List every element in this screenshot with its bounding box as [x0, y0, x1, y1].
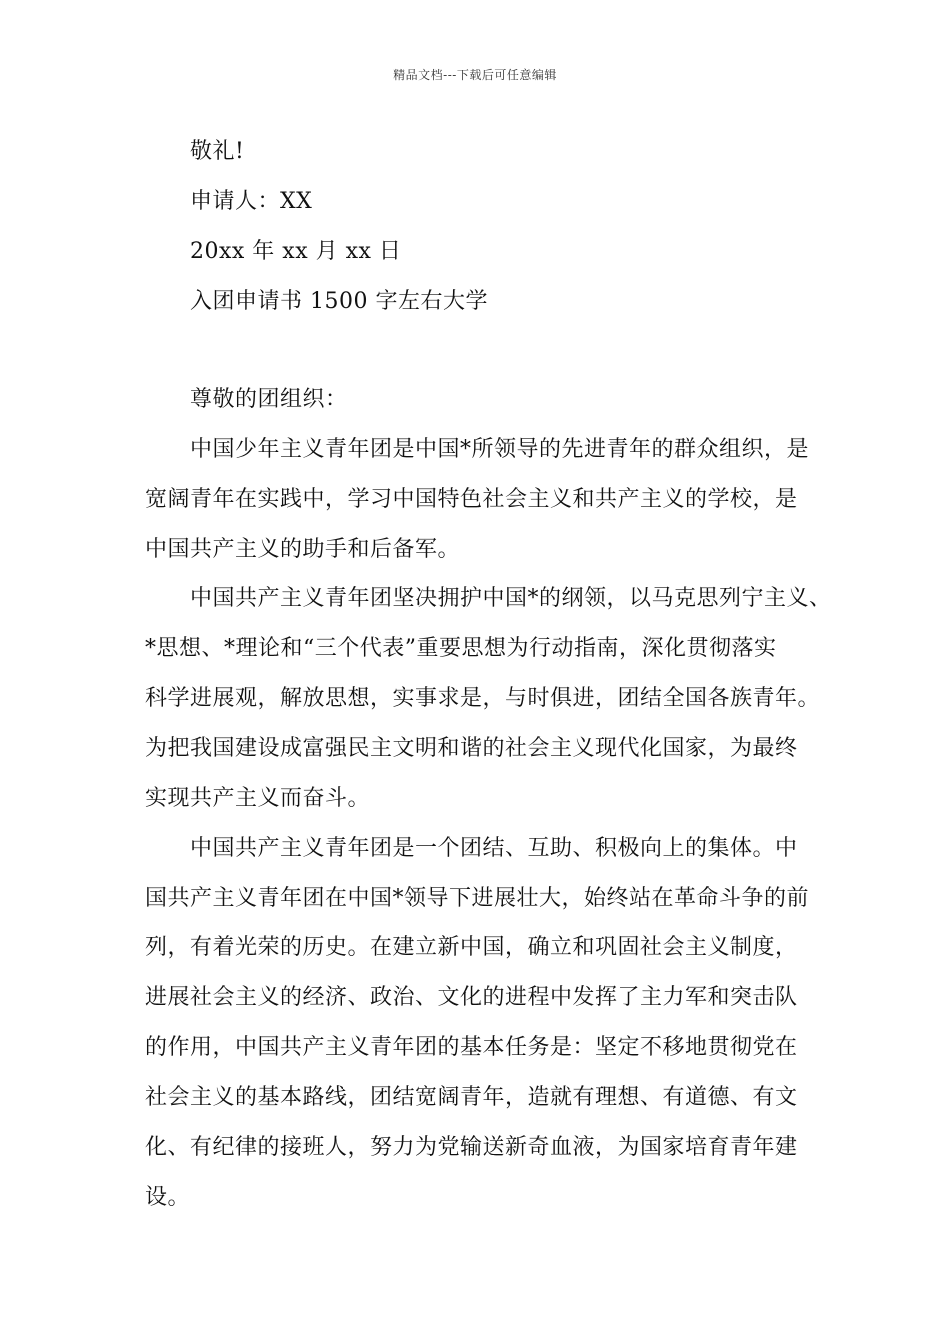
- paragraph-line: 中国少年主义青年团是中国*所领导的先进青年的群众组织，是: [190, 437, 810, 462]
- paragraph-line: 国共产主义青年团在中国*领导下进展壮大，始终站在革命斗争的前: [145, 886, 810, 911]
- closing-salute: 敬礼!: [190, 139, 245, 164]
- document-title: 入团申请书 1500 字左右大学: [190, 289, 488, 314]
- paragraph-line: 为把我国建设成富强民主文明和谐的社会主义现代化国家，为最终: [145, 736, 798, 761]
- paragraph-line: 设。: [145, 1185, 191, 1210]
- paragraph-line: 的作用，中国共产主义青年团的基本任务是：坚定不移地贯彻党在: [145, 1035, 798, 1060]
- page-header: 精品文档---下载后可任意编辑: [393, 68, 557, 82]
- paragraph-line: 实现共产主义而奋斗。: [145, 786, 371, 811]
- paragraph-line: 中国共产主义青年团是一个团结、互助、积极向上的集体。中: [190, 836, 798, 861]
- paragraph-line: 中国共产主义的助手和后备军。: [145, 537, 461, 562]
- paragraph-line: 宽阔青年在实践中，学习中国特色社会主义和共产主义的学校，是: [145, 487, 798, 512]
- letter-greeting: 尊敬的团组织：: [190, 387, 348, 412]
- paragraph-line: 社会主义的基本路线，团结宽阔青年，造就有理想、有道德、有文: [145, 1085, 798, 1110]
- paragraph-line: 化、有纪律的接班人，努力为党输送新奇血液，为国家培育青年建: [145, 1135, 798, 1160]
- paragraph-line: 列，有着光荣的历史。在建立新中国，确立和巩固社会主义制度，: [145, 935, 798, 960]
- applicant-signature: 申请人：XX: [190, 189, 313, 214]
- paragraph-line: 进展社会主义的经济、政治、文化的进程中发挥了主力军和突击队: [145, 985, 798, 1010]
- paragraph-line: 中国共产主义青年团坚决拥护中国*的纲领，以马克思列宁主义、: [190, 586, 832, 611]
- paragraph-line: 科学进展观，解放思想，实事求是，与时俱进，团结全国各族青年。: [145, 686, 821, 711]
- letter-date: 20xx 年 xx 月 xx 日: [190, 239, 402, 264]
- paragraph-line: *思想、*理论和“三个代表”重要思想为行动指南，深化贯彻落实: [145, 636, 777, 661]
